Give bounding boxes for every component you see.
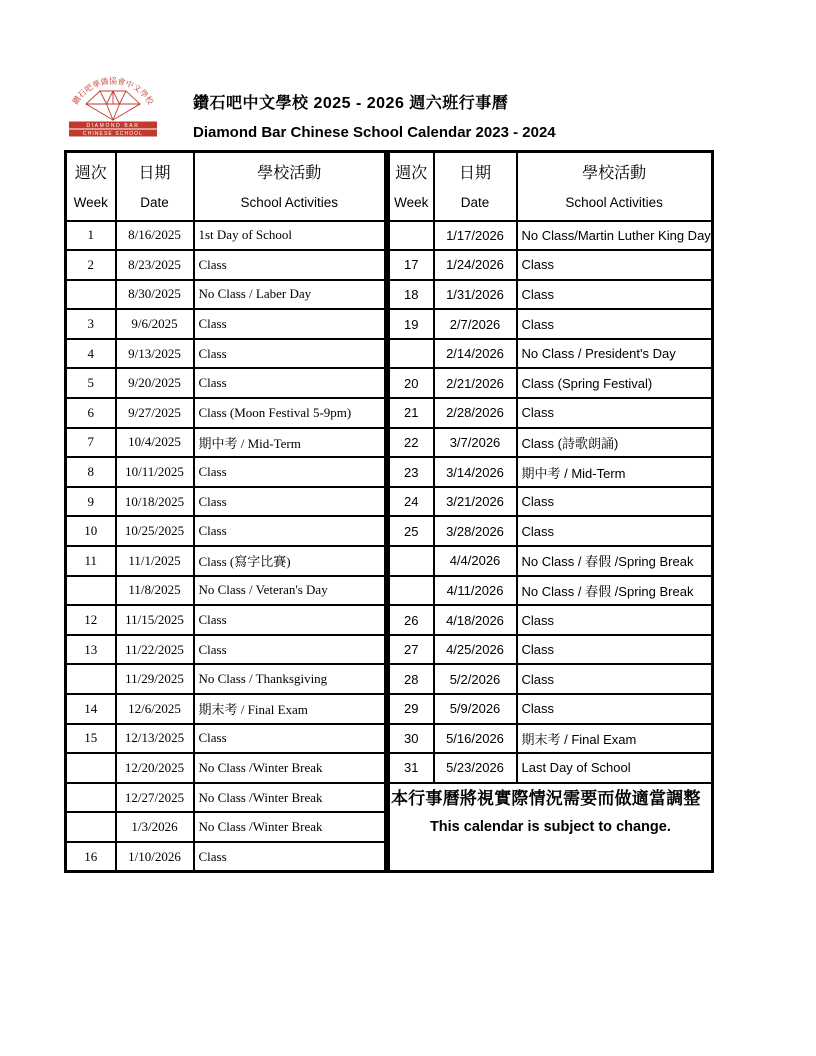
header-week	[66, 152, 116, 221]
header-activities	[517, 152, 713, 221]
date-cell: 1/3/2026	[116, 812, 194, 842]
week-cell: 20	[389, 368, 434, 398]
table-row	[389, 309, 713, 339]
date-cell: 4/4/2026	[434, 546, 517, 576]
header-date	[116, 152, 194, 221]
table-row	[389, 664, 713, 694]
activity-cell: No Class / Veteran's Day	[194, 576, 386, 606]
school-logo	[64, 74, 162, 137]
activity-cell: 期末考 / Final Exam	[517, 724, 713, 754]
date-cell: 5/9/2026	[434, 694, 517, 724]
table-row	[66, 546, 386, 576]
week-cell: 21	[389, 398, 434, 428]
date-cell: 5/23/2026	[434, 753, 517, 783]
table-row	[66, 280, 386, 310]
date-cell: 2/28/2026	[434, 398, 517, 428]
week-cell	[66, 783, 116, 813]
activity-cell: Class	[517, 250, 713, 280]
date-cell: 10/18/2025	[116, 487, 194, 517]
table-row	[66, 457, 386, 487]
activity-cell: No Class /Winter Break	[194, 753, 386, 783]
week-cell: 16	[66, 842, 116, 872]
table-row	[66, 428, 386, 458]
header-activities	[194, 152, 386, 221]
table-row	[389, 280, 713, 310]
week-cell: 6	[66, 398, 116, 428]
date-cell: 8/16/2025	[116, 221, 194, 251]
calendar-note-chinese: 本行事曆將視實際情況需要而做適當調整	[391, 788, 701, 808]
table-row	[389, 546, 713, 576]
week-cell: 14	[66, 694, 116, 724]
week-cell: 17	[389, 250, 434, 280]
week-cell: 7	[66, 428, 116, 458]
activity-cell: Class	[517, 516, 713, 546]
table-row	[66, 724, 386, 754]
header-date	[434, 152, 517, 221]
date-cell: 9/6/2025	[116, 309, 194, 339]
header-week-zh: 週次	[395, 164, 428, 182]
header-activities-en: School Activities	[565, 194, 663, 210]
date-cell: 2/21/2026	[434, 368, 517, 398]
header-activities-zh: 學校活動	[257, 164, 322, 182]
activity-cell: No Class /Winter Break	[194, 783, 386, 813]
table-row	[66, 694, 386, 724]
week-cell	[66, 280, 116, 310]
table-row	[389, 516, 713, 546]
date-cell: 10/4/2025	[116, 428, 194, 458]
week-cell: 25	[389, 516, 434, 546]
table-row	[389, 576, 713, 606]
week-cell: 29	[389, 694, 434, 724]
activity-cell: No Class / Thanksgiving	[194, 664, 386, 694]
activity-cell: Class	[517, 635, 713, 665]
document-header	[64, 74, 556, 141]
table-row	[389, 250, 713, 280]
week-cell: 19	[389, 309, 434, 339]
header-date-zh: 日期	[458, 164, 491, 182]
activity-cell: Class (詩歌朗誦)	[517, 428, 713, 458]
date-cell: 1/31/2026	[434, 280, 517, 310]
week-cell: 26	[389, 605, 434, 635]
table-header-row	[66, 152, 386, 221]
note-row	[389, 783, 713, 872]
table-row	[66, 368, 386, 398]
table-row	[66, 309, 386, 339]
date-cell: 9/20/2025	[116, 368, 194, 398]
date-cell: 3/7/2026	[434, 428, 517, 458]
date-cell: 5/2/2026	[434, 664, 517, 694]
activity-cell: No Class / President's Day	[517, 339, 713, 369]
date-cell: 8/30/2025	[116, 280, 194, 310]
week-cell: 31	[389, 753, 434, 783]
date-cell: 11/15/2025	[116, 605, 194, 635]
activity-cell: Class	[194, 487, 386, 517]
week-cell: 28	[389, 664, 434, 694]
table-row	[66, 250, 386, 280]
week-cell: 10	[66, 516, 116, 546]
date-cell: 5/16/2026	[434, 724, 517, 754]
date-cell: 8/23/2025	[116, 250, 194, 280]
week-cell: 13	[66, 635, 116, 665]
week-cell: 8	[66, 457, 116, 487]
week-cell: 5	[66, 368, 116, 398]
logo-arc-text: 鑽石吧華僑協會中文學校	[70, 76, 156, 107]
week-cell: 30	[389, 724, 434, 754]
week-cell: 15	[66, 724, 116, 754]
date-cell: 3/28/2026	[434, 516, 517, 546]
table-row	[66, 605, 386, 635]
table-row	[66, 487, 386, 517]
activity-cell: Class	[194, 250, 386, 280]
header-week	[389, 152, 434, 221]
date-cell: 11/29/2025	[116, 664, 194, 694]
week-cell: 11	[66, 546, 116, 576]
table-row	[389, 221, 713, 251]
date-cell: 1/10/2026	[116, 842, 194, 872]
activity-cell: Class	[194, 605, 386, 635]
header-activities-en: School Activities	[240, 194, 339, 210]
activity-cell: No Class / Laber Day	[194, 280, 386, 310]
note-cell	[389, 783, 713, 872]
activity-cell: Class	[194, 339, 386, 369]
logo-banner-line2: CHINESE SCHOOL	[82, 131, 144, 137]
table-row	[66, 221, 386, 251]
activity-cell: Class	[194, 516, 386, 546]
title-block	[193, 74, 556, 141]
week-cell: 18	[389, 280, 434, 310]
activity-cell: No Class / 春假 /Spring Break	[517, 546, 713, 576]
calendar-note-english: This calendar is subject to change.	[429, 819, 671, 836]
date-cell: 9/13/2025	[116, 339, 194, 369]
date-cell: 11/1/2025	[116, 546, 194, 576]
header-week-zh: 週次	[74, 164, 107, 182]
week-cell	[66, 812, 116, 842]
date-cell: 12/13/2025	[116, 724, 194, 754]
date-cell: 4/11/2026	[434, 576, 517, 606]
week-cell	[66, 576, 116, 606]
table-row	[66, 576, 386, 606]
calendar-right-table	[387, 150, 714, 873]
diamond-icon	[86, 91, 140, 120]
date-cell: 1/24/2026	[434, 250, 517, 280]
activity-cell: Class	[194, 457, 386, 487]
activity-cell: Class	[517, 664, 713, 694]
week-cell: 22	[389, 428, 434, 458]
date-cell: 3/21/2026	[434, 487, 517, 517]
activity-cell: Class	[517, 694, 713, 724]
activity-cell: 期中考 / Mid-Term	[194, 428, 386, 458]
week-cell: 2	[66, 250, 116, 280]
table-row	[389, 605, 713, 635]
header-week-en: Week	[73, 194, 108, 210]
week-cell: 9	[66, 487, 116, 517]
week-cell	[389, 339, 434, 369]
activity-cell: Class	[194, 368, 386, 398]
table-row	[389, 457, 713, 487]
week-cell	[66, 664, 116, 694]
header-activities-zh: 學校活動	[582, 164, 647, 182]
activity-cell: Class	[194, 635, 386, 665]
logo-banner	[69, 122, 157, 138]
date-cell: 3/14/2026	[434, 457, 517, 487]
activity-cell: Class (Spring Festival)	[517, 368, 713, 398]
week-cell: 23	[389, 457, 434, 487]
table-row	[66, 339, 386, 369]
activity-cell: No Class / 春假 /Spring Break	[517, 576, 713, 606]
activity-cell: Class	[517, 309, 713, 339]
date-cell: 2/14/2026	[434, 339, 517, 369]
table-row	[66, 398, 386, 428]
table-row	[66, 635, 386, 665]
table-row	[66, 783, 386, 813]
table-row	[389, 724, 713, 754]
week-cell	[66, 753, 116, 783]
table-row	[389, 398, 713, 428]
table-row	[66, 664, 386, 694]
date-cell: 11/8/2025	[116, 576, 194, 606]
activity-cell: Class	[194, 309, 386, 339]
date-cell: 4/25/2026	[434, 635, 517, 665]
activity-cell: Class	[194, 724, 386, 754]
activity-cell: 期中考 / Mid-Term	[517, 457, 713, 487]
week-cell: 12	[66, 605, 116, 635]
page-title-chinese: 鑽石吧中文學校 2025 - 2026 週六班行事曆	[193, 95, 509, 112]
logo-banner-line1: DIAMOND BAR	[86, 123, 140, 129]
week-cell: 4	[66, 339, 116, 369]
calendar-left-table	[64, 150, 387, 873]
table-row	[66, 842, 386, 872]
date-cell: 12/20/2025	[116, 753, 194, 783]
date-cell: 12/6/2025	[116, 694, 194, 724]
week-cell	[389, 576, 434, 606]
date-cell: 1/17/2026	[434, 221, 517, 251]
header-week-en: Week	[394, 194, 429, 210]
table-row	[389, 753, 713, 783]
week-cell: 27	[389, 635, 434, 665]
table-row	[66, 516, 386, 546]
activity-cell: Class (寫字比賽)	[194, 546, 386, 576]
activity-cell: Class (Moon Festival 5-9pm)	[194, 398, 386, 428]
date-cell: 4/18/2026	[434, 605, 517, 635]
activity-cell: No Class /Winter Break	[194, 812, 386, 842]
week-cell	[389, 221, 434, 251]
table-row	[66, 812, 386, 842]
activity-cell: Class	[517, 487, 713, 517]
activity-cell: 1st Day of School	[194, 221, 386, 251]
page-title-english: Diamond Bar Chinese School Calendar 2023 - 2024	[193, 124, 556, 141]
calendar	[64, 150, 714, 873]
diamond-logo-image	[64, 74, 162, 137]
date-cell: 10/25/2025	[116, 516, 194, 546]
week-cell: 3	[66, 309, 116, 339]
date-cell: 12/27/2025	[116, 783, 194, 813]
activity-cell: 期末考 / Final Exam	[194, 694, 386, 724]
activity-cell: No Class/Martin Luther King Day	[517, 221, 713, 251]
table-row	[389, 339, 713, 369]
week-cell	[389, 546, 434, 576]
activity-cell: Class	[517, 605, 713, 635]
table-header-row	[389, 152, 713, 221]
table-row	[389, 368, 713, 398]
activity-cell: Class	[517, 280, 713, 310]
week-cell: 1	[66, 221, 116, 251]
activity-cell: Class	[517, 398, 713, 428]
table-row	[389, 635, 713, 665]
header-date-zh: 日期	[138, 164, 171, 182]
activity-cell: Class	[194, 842, 386, 872]
date-cell: 11/22/2025	[116, 635, 194, 665]
week-cell: 24	[389, 487, 434, 517]
header-date-en: Date	[140, 194, 169, 210]
table-row	[389, 694, 713, 724]
table-row	[389, 487, 713, 517]
date-cell: 2/7/2026	[434, 309, 517, 339]
date-cell: 9/27/2025	[116, 398, 194, 428]
table-row	[389, 428, 713, 458]
activity-cell: Last Day of School	[517, 753, 713, 783]
date-cell: 10/11/2025	[116, 457, 194, 487]
table-row	[66, 753, 386, 783]
header-date-en: Date	[460, 194, 490, 210]
